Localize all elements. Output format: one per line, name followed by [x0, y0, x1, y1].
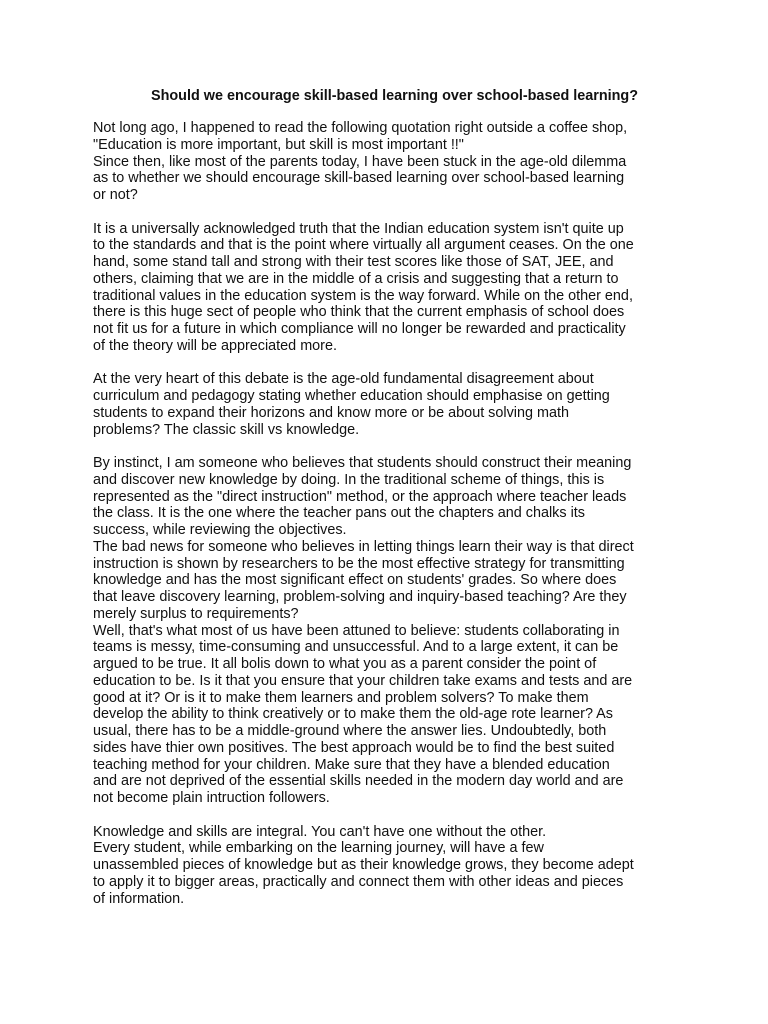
paragraph-line: others, claiming that we are in the middle of a crisis and suggesting that a return to [93, 270, 619, 287]
paragraph-education-system [93, 221, 688, 355]
paragraph-line: success, while reviewing the objectives. [93, 522, 347, 538]
paragraph-line: and discover new knowledge by doing. In the traditional scheme of things, this is [93, 471, 605, 488]
paragraph-line: good at it? Or is it to make them learners and problem solvers? To make them [93, 689, 589, 706]
paragraph-line: represented as the "direct instruction" method, or the approach where teacher leads [93, 488, 627, 505]
paragraph-line: traditional values in the education system is the way forward. While on the other end, [93, 287, 633, 304]
paragraph-line: argued to be true. It all bolis down to what you as a parent consider the point of [93, 656, 597, 672]
paragraph-line: Since then, like most of the parents today, I have been stuck in the age-old dilemma [93, 153, 627, 170]
paragraph-line: that leave discovery learning, problem-solving and inquiry-based teaching? Are they [93, 589, 627, 605]
paragraph-line: Every student, while embarking on the learning journey, will have a few [93, 840, 544, 857]
paragraph-line: Knowledge and skills are integral. You can't have one without the other. [93, 823, 547, 840]
paragraph-line: not fit us for a future in which compliance will no longer be rewarded and practicality [93, 321, 626, 337]
paragraph-line: teams is messy, time-consuming and unsuccessful. And to a large extent, it can be [93, 639, 619, 656]
paragraph-line: as to whether we should encourage skill-based learning over school-based learning [93, 170, 625, 187]
paragraph-line: of the theory will be appreciated more. [93, 337, 337, 354]
paragraph-line: to the standards and that is the point where virtually all argument ceases. On the one [93, 237, 634, 254]
paragraph-line: of information. [93, 890, 185, 907]
paragraph-line: Well, that's what most of us have been attuned to believe: students collaborating in [93, 622, 620, 639]
paragraph-instinct [93, 455, 688, 807]
paragraph-line: teaching method for your children. Make sure that they have a blended education [93, 756, 610, 773]
paragraph-line: usual, there has to be a middle-ground where the answer lies. Undoubtedly, both [93, 723, 607, 739]
paragraph-line: to apply it to bigger areas, practically and connect them with other ideas and pieces [93, 873, 624, 890]
paragraph-debate [93, 371, 688, 438]
paragraph-line: The bad news for someone who believes in letting things learn their way is that direct [93, 538, 634, 555]
paragraph-line: hand, some stand tall and strong with their test scores like those of SAT, JEE, and [93, 254, 614, 270]
paragraph-line: students to expand their horizons and know more or be about solving math [93, 404, 569, 421]
paragraph-line: the class. It is the one where the teacher pans out the chapters and chalks its [93, 505, 585, 522]
paragraph-line: knowledge and has the most significant effect on students' grades. So where does [93, 572, 617, 589]
paragraph-intro [93, 120, 688, 204]
paragraph-line: there is this huge sect of people who think that the current emphasis of school does [93, 304, 625, 321]
document-title: Should we encourage skill-based learning over school-based learning? [151, 88, 638, 104]
paragraph-line: education to be. Is it that you ensure that your children take exams and tests and are [93, 672, 633, 689]
paragraph-line: By instinct, I am someone who believes that students should construct their meaning [93, 455, 632, 471]
paragraph-line: Not long ago, I happened to read the following quotation right outside a coffee shop, [93, 120, 628, 136]
paragraph-line: It is a universally acknowledged truth that the Indian education system isn't quite up [93, 220, 624, 237]
document-body [93, 120, 688, 907]
paragraph-line: merely surplus to requirements? [93, 605, 299, 622]
paragraph-line: or not? [93, 187, 138, 203]
paragraph-line: not become plain intruction followers. [93, 790, 330, 806]
paragraph-line: instruction is shown by researchers to be the most effective strategy for transmitting [93, 555, 625, 572]
paragraph-conclusion [93, 824, 688, 908]
paragraph-line: and are not deprived of the essential skills needed in the modern day world and are [93, 773, 624, 790]
paragraph-line: At the very heart of this debate is the age-old fundamental disagreement about [93, 371, 594, 388]
document-page [93, 86, 688, 924]
paragraph-line: unassembled pieces of knowledge but as their knowledge grows, they become adept [93, 857, 634, 873]
paragraph-line: "Education is more important, but skill is most important !!" [93, 136, 464, 153]
paragraph-line: problems? The classic skill vs knowledge. [93, 421, 360, 438]
paragraph-line: sides have thier own positives. The best approach would be to find the best suited [93, 739, 615, 756]
paragraph-line: develop the ability to think creatively or to make them the old-age rote learner? As [93, 706, 613, 723]
paragraph-line: curriculum and pedagogy stating whether education should emphasise on getting [93, 388, 610, 404]
